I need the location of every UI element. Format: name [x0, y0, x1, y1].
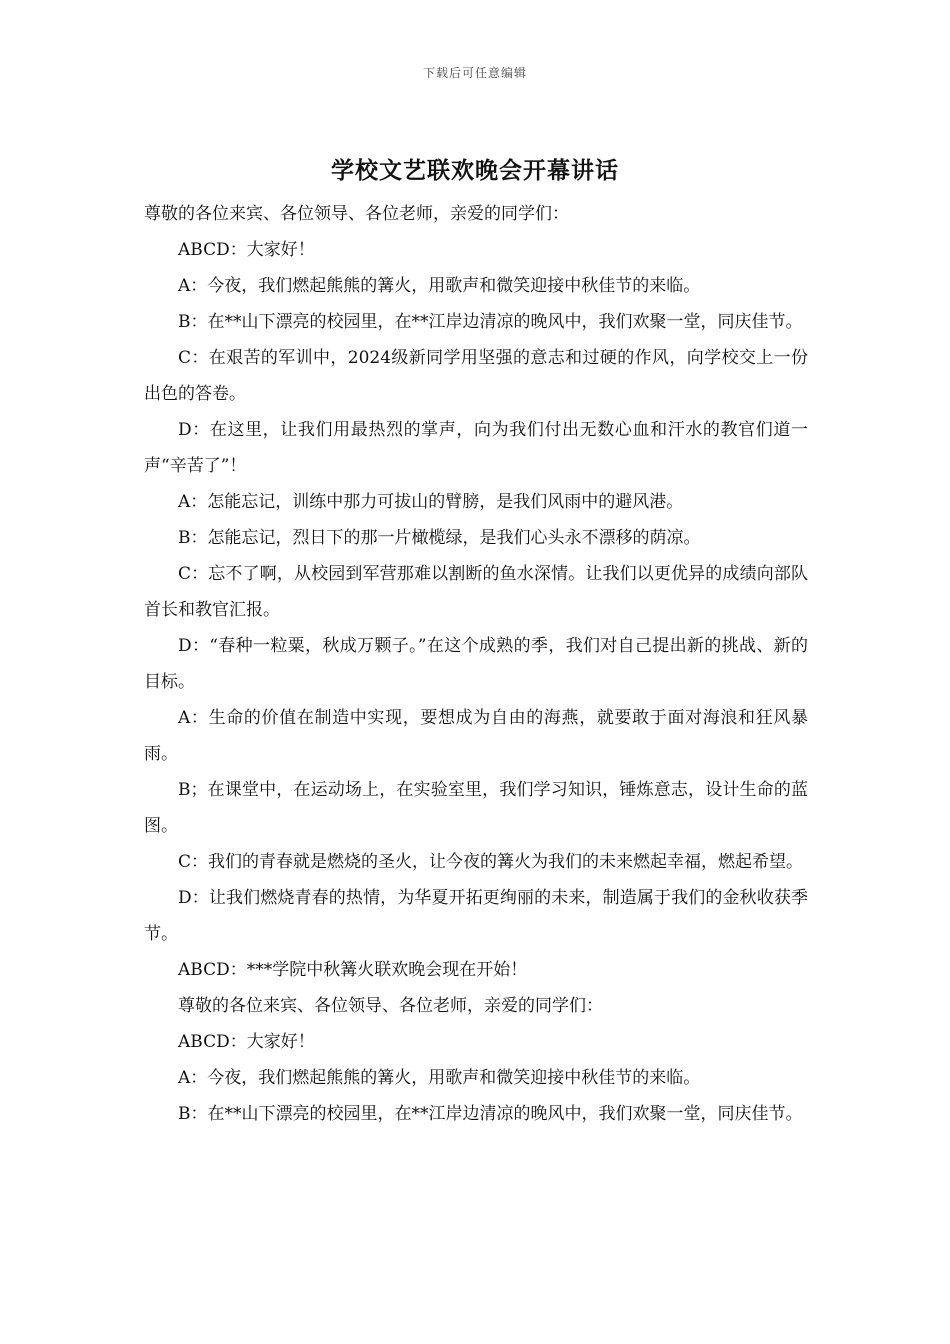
paragraph: C：在艰苦的军训中，2024级新同学用坚强的意志和过硬的作风，向学校交上一份出色的答卷。 [144, 348, 808, 404]
paragraph: A：生命的价值在制造中实现，要想成为自由的海燕，就要敢于面对海浪和狂风暴雨。 [144, 708, 808, 764]
document-body [144, 196, 808, 1132]
paragraph: D：“春种一粒粟，秋成万颗子。”在这个成熟的季，我们对自己提出新的挑战、新的目标。 [144, 636, 808, 692]
paragraph: A：今夜，我们燃起熊熊的篝火，用歌声和微笑迎接中秋佳节的来临。 [178, 276, 701, 296]
document-title: 学校文艺联欢晚会开幕讲话 [331, 157, 619, 184]
paragraph: D：在这里，让我们用最热烈的掌声，向为我们付出无数心血和汗水的教官们道一声“辛苦了”！ [144, 420, 808, 476]
paragraph: ABCD：大家好！ [178, 1032, 315, 1052]
paragraph: B：在**山下漂亮的校园里，在**江岸边清凉的晚风中，我们欢聚一堂，同庆佳节。 [178, 312, 803, 332]
paragraph: B；在课堂中，在运动场上，在实验室里，我们学习知识，锤炼意志，设计生命的蓝图。 [144, 780, 808, 836]
paragraph: B：在**山下漂亮的校园里，在**江岸边清凉的晚风中，我们欢聚一堂，同庆佳节。 [178, 1104, 803, 1124]
paragraph: ABCD：***学院中秋篝火联欢晚会现在开始！ [178, 960, 528, 980]
paragraph: 尊敬的各位来宾、各位领导、各位老师，亲爱的同学们： [178, 996, 603, 1016]
paragraph: C：我们的青春就是燃烧的圣火，让今夜的篝火为我们的未来燃起幸福，燃起希望。 [178, 852, 804, 872]
paragraph: ABCD：大家好！ [178, 240, 315, 260]
paragraph: 尊敬的各位来宾、各位领导、各位老师，亲爱的同学们： [144, 204, 569, 224]
paragraph: A：今夜，我们燃起熊熊的篝火，用歌声和微笑迎接中秋佳节的来临。 [178, 1068, 701, 1088]
paragraph: B：怎能忘记，烈日下的那一片橄榄绿，是我们心头永不漂移的荫凉。 [178, 528, 701, 548]
paragraph: D：让我们燃烧青春的热情，为华夏开拓更绚丽的未来，制造属于我们的金秋收获季节。 [144, 888, 808, 944]
page-header-note: 下载后可任意编辑 [422, 66, 527, 80]
paragraph: C：忘不了啊，从校园到军营那难以割断的鱼水深情。让我们以更优异的成绩向部队首长和教官汇报。 [144, 564, 808, 620]
paragraph: A：怎能忘记，训练中那力可拔山的臂膀，是我们风雨中的避风港。 [178, 492, 684, 512]
